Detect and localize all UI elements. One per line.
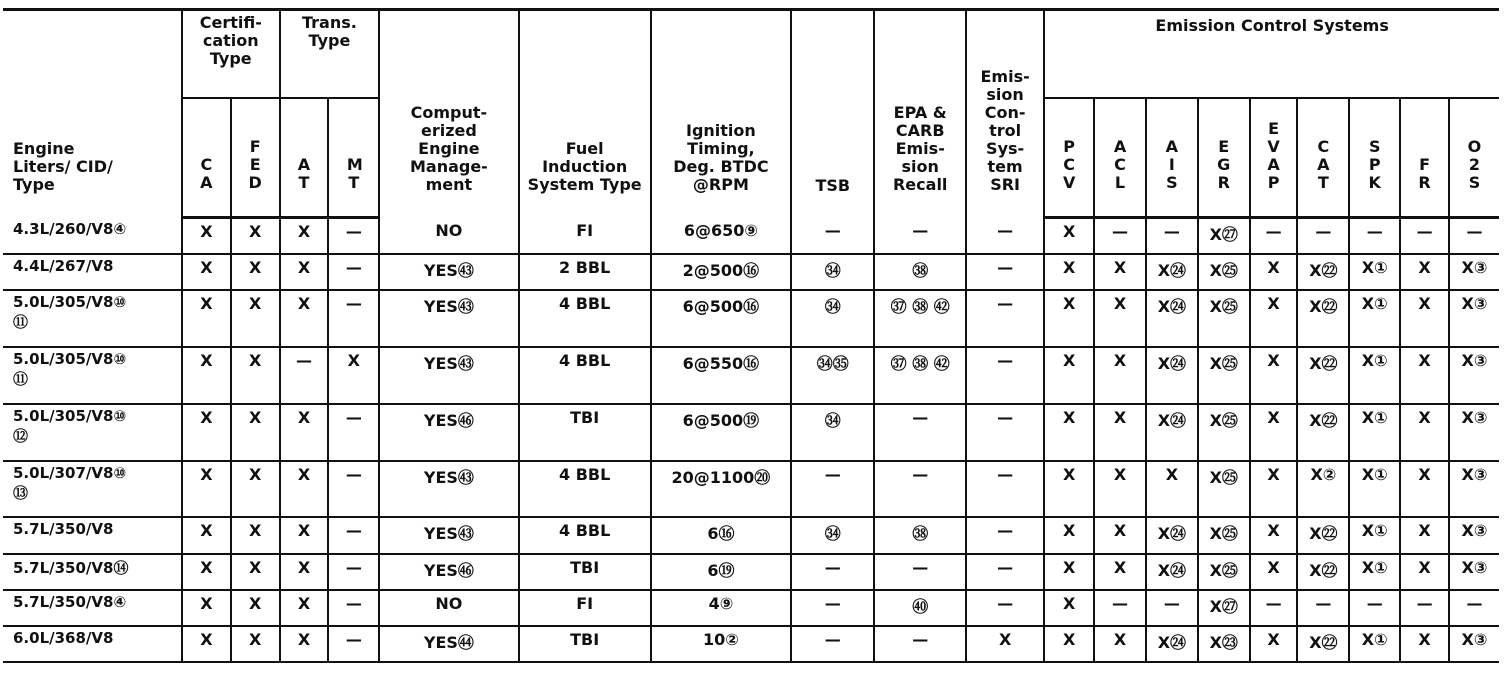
header-engine: Engine Liters/ CID/ Type — [3, 10, 182, 218]
o2s-cell: X③ — [1449, 347, 1499, 404]
spk-cell: — — [1349, 218, 1400, 255]
engine-cell — [3, 590, 182, 626]
acl-cell: X — [1094, 290, 1146, 347]
fr-cell: X — [1400, 254, 1449, 290]
fed-cell: X — [231, 404, 280, 461]
egr-cell: X㉗ — [1198, 590, 1250, 626]
fed-cell: X — [231, 347, 280, 404]
fed-cell: X — [231, 290, 280, 347]
table-row — [3, 254, 1499, 290]
epa-cell: ㊳ — [874, 517, 966, 553]
cat-cell: X㉒ — [1297, 517, 1349, 553]
table-row — [3, 626, 1499, 662]
at-cell: X — [280, 254, 329, 290]
pcv-cell: X — [1044, 404, 1094, 461]
engine-line: 5.7L/350/V8⑭ — [13, 558, 129, 577]
sri-cell: — — [966, 590, 1044, 626]
cem-cell: YES㊸ — [379, 461, 518, 518]
mt-cell: — — [328, 554, 379, 590]
fr-cell: X — [1400, 290, 1449, 347]
cat-cell: X㉒ — [1297, 404, 1349, 461]
cat-cell: X㉒ — [1297, 290, 1349, 347]
table-row — [3, 347, 1499, 404]
ais-cell: X㉔ — [1146, 404, 1198, 461]
header-o2s: O 2 S — [1449, 98, 1499, 218]
egr-cell: X㉕ — [1198, 254, 1250, 290]
spk-cell: X① — [1349, 461, 1400, 518]
engine-line: 5.0L/305/V8⑩ — [13, 293, 127, 312]
sri-cell: — — [966, 517, 1044, 553]
mt-cell: — — [328, 626, 379, 662]
sri-cell: — — [966, 254, 1044, 290]
header-tsb: TSB — [791, 10, 874, 218]
egr-cell: X㉓ — [1198, 626, 1250, 662]
header-emission-control-sri: Emis- sion Con- trol Sys- tem SRI — [966, 10, 1044, 218]
ca-cell: X — [182, 290, 231, 347]
egr-cell: X㉕ — [1198, 517, 1250, 553]
ais-cell: — — [1146, 218, 1198, 255]
pcv-cell: X — [1044, 290, 1094, 347]
epa-cell: — — [874, 554, 966, 590]
mt-cell: — — [328, 517, 379, 553]
fr-cell: X — [1400, 404, 1449, 461]
acl-cell: X — [1094, 554, 1146, 590]
spk-cell: X① — [1349, 404, 1400, 461]
acl-cell: X — [1094, 347, 1146, 404]
cat-cell: X㉒ — [1297, 254, 1349, 290]
ign-cell: 10② — [651, 626, 791, 662]
evap-cell: — — [1250, 590, 1298, 626]
tsb-cell: ㉞ — [791, 254, 874, 290]
fr-cell: X — [1400, 554, 1449, 590]
mt-cell: — — [328, 404, 379, 461]
ign-cell: 6⑲ — [651, 554, 791, 590]
o2s-cell: X③ — [1449, 254, 1499, 290]
ign-cell: 4⑨ — [651, 590, 791, 626]
ca-cell: X — [182, 590, 231, 626]
ca-cell: X — [182, 404, 231, 461]
ign-cell: 6@650⑨ — [651, 218, 791, 255]
fr-cell: — — [1400, 218, 1449, 255]
ca-cell: X — [182, 347, 231, 404]
ca-cell: X — [182, 218, 231, 255]
epa-cell: ㊵ — [874, 590, 966, 626]
ais-cell: X㉔ — [1146, 517, 1198, 553]
spk-cell: X① — [1349, 554, 1400, 590]
engine-cell — [3, 218, 182, 255]
table-row — [3, 218, 1499, 255]
engine-line: ⑫ — [13, 426, 29, 445]
evap-cell: X — [1250, 517, 1298, 553]
acl-cell: X — [1094, 461, 1146, 518]
header-evap: E V A P — [1250, 98, 1298, 218]
spk-cell: — — [1349, 590, 1400, 626]
cat-cell: X② — [1297, 461, 1349, 518]
engine-cell — [3, 626, 182, 662]
o2s-cell: X③ — [1449, 290, 1499, 347]
at-cell: X — [280, 218, 329, 255]
engine-line: 4.4L/267/V8 — [13, 257, 114, 276]
acl-cell: — — [1094, 590, 1146, 626]
engine-line: ⑪ — [13, 370, 29, 389]
engine-line: 5.7L/350/V8④ — [13, 592, 127, 611]
engine-cell — [3, 254, 182, 290]
cem-cell: YES㊸ — [379, 347, 518, 404]
cem-cell: YES㊻ — [379, 404, 518, 461]
pcv-cell: X — [1044, 590, 1094, 626]
fed-cell: X — [231, 626, 280, 662]
at-cell: X — [280, 590, 329, 626]
fed-cell: X — [231, 554, 280, 590]
engine-line: 5.0L/307/V8⑩ — [13, 463, 127, 482]
cem-cell: YES㊻ — [379, 554, 518, 590]
header-acl: A C L — [1094, 98, 1146, 218]
ais-cell: X㉔ — [1146, 554, 1198, 590]
ais-cell: X㉔ — [1146, 626, 1198, 662]
header-ais: A I S — [1146, 98, 1198, 218]
mt-cell: — — [328, 254, 379, 290]
table-row — [3, 590, 1499, 626]
engine-line: 5.0L/305/V8⑩ — [13, 350, 127, 369]
engine-cell — [3, 554, 182, 590]
ais-cell: X — [1146, 461, 1198, 518]
engine-cell — [3, 290, 182, 347]
o2s-cell: — — [1449, 218, 1499, 255]
cem-cell: YES㊹ — [379, 626, 518, 662]
sri-cell: X — [966, 626, 1044, 662]
sri-cell: — — [966, 461, 1044, 518]
fed-cell: X — [231, 590, 280, 626]
pcv-cell: X — [1044, 626, 1094, 662]
at-cell: X — [280, 626, 329, 662]
evap-cell: X — [1250, 626, 1298, 662]
epa-cell: — — [874, 404, 966, 461]
egr-cell: X㉕ — [1198, 461, 1250, 518]
egr-cell: X㉕ — [1198, 347, 1250, 404]
o2s-cell: X③ — [1449, 626, 1499, 662]
spk-cell: X① — [1349, 626, 1400, 662]
ais-cell: X㉔ — [1146, 290, 1198, 347]
engine-cell — [3, 517, 182, 553]
epa-cell: ㊲ ㊳ ㊷ — [874, 290, 966, 347]
mt-cell: — — [328, 461, 379, 518]
table-body — [3, 218, 1499, 663]
fuel-cell: 2 BBL — [519, 254, 651, 290]
cem-cell: NO — [379, 218, 518, 255]
tsb-cell: — — [791, 590, 874, 626]
tsb-cell: ㉞ — [791, 517, 874, 553]
tsb-cell: — — [791, 626, 874, 662]
engine-line: ⑪ — [13, 313, 29, 332]
epa-cell: — — [874, 626, 966, 662]
pcv-cell: X — [1044, 517, 1094, 553]
ais-cell: — — [1146, 590, 1198, 626]
pcv-cell: X — [1044, 461, 1094, 518]
sri-cell: — — [966, 347, 1044, 404]
at-cell: X — [280, 404, 329, 461]
header-ca: C A — [182, 98, 231, 218]
at-cell: X — [280, 517, 329, 553]
engine-line: 5.0L/305/V8⑩ — [13, 406, 127, 425]
fed-cell: X — [231, 461, 280, 518]
header-certification-type: Certifi- cation Type — [182, 10, 280, 98]
pcv-cell: X — [1044, 254, 1094, 290]
fuel-cell: TBI — [519, 404, 651, 461]
o2s-cell: — — [1449, 590, 1499, 626]
mt-cell: — — [328, 590, 379, 626]
at-cell: X — [280, 461, 329, 518]
spk-cell: X① — [1349, 290, 1400, 347]
ign-cell: 2@500⑯ — [651, 254, 791, 290]
evap-cell: X — [1250, 554, 1298, 590]
fr-cell: — — [1400, 590, 1449, 626]
epa-cell: — — [874, 218, 966, 255]
at-cell: X — [280, 290, 329, 347]
ign-cell: 6⑯ — [651, 517, 791, 553]
header-ignition-timing: Ignition Timing, Deg. BTDC @RPM — [651, 10, 791, 218]
header-emission-control-systems: Emission Control Systems — [1044, 10, 1499, 98]
egr-cell: X㉕ — [1198, 290, 1250, 347]
engine-cell — [3, 461, 182, 518]
header-cat: C A T — [1297, 98, 1349, 218]
evap-cell: — — [1250, 218, 1298, 255]
header-mt: M T — [328, 98, 379, 218]
mt-cell: — — [328, 290, 379, 347]
cat-cell: X㉒ — [1297, 554, 1349, 590]
sri-cell: — — [966, 290, 1044, 347]
header-trans-type: Trans. Type — [280, 10, 380, 98]
ign-cell: 6@500⑲ — [651, 404, 791, 461]
tsb-cell: ㉞ — [791, 290, 874, 347]
table-row — [3, 404, 1499, 461]
ign-cell: 6@500⑯ — [651, 290, 791, 347]
fuel-cell: 4 BBL — [519, 461, 651, 518]
evap-cell: X — [1250, 290, 1298, 347]
fuel-cell: FI — [519, 590, 651, 626]
header-at: A T — [280, 98, 329, 218]
pcv-cell: X — [1044, 554, 1094, 590]
tsb-cell: — — [791, 218, 874, 255]
cat-cell: — — [1297, 218, 1349, 255]
engine-cell — [3, 404, 182, 461]
table-row — [3, 290, 1499, 347]
ais-cell: X㉔ — [1146, 347, 1198, 404]
fed-cell: X — [231, 517, 280, 553]
egr-cell: X㉗ — [1198, 218, 1250, 255]
header-fr: F R — [1400, 98, 1449, 218]
acl-cell: X — [1094, 404, 1146, 461]
ca-cell: X — [182, 517, 231, 553]
acl-cell: — — [1094, 218, 1146, 255]
at-cell: — — [280, 347, 329, 404]
cem-cell: YES㊸ — [379, 290, 518, 347]
fr-cell: X — [1400, 626, 1449, 662]
egr-cell: X㉕ — [1198, 554, 1250, 590]
fuel-cell: 4 BBL — [519, 517, 651, 553]
engine-cell — [3, 347, 182, 404]
at-cell: X — [280, 554, 329, 590]
ca-cell: X — [182, 626, 231, 662]
acl-cell: X — [1094, 517, 1146, 553]
cem-cell: YES㊸ — [379, 254, 518, 290]
acl-cell: X — [1094, 254, 1146, 290]
tsb-cell: — — [791, 461, 874, 518]
tsb-cell: ㉞ — [791, 404, 874, 461]
mt-cell: — — [328, 218, 379, 255]
epa-cell: — — [874, 461, 966, 518]
ign-cell: 20@1100⑳ — [651, 461, 791, 518]
cem-cell: YES㊸ — [379, 517, 518, 553]
table-row — [3, 554, 1499, 590]
epa-cell: ㊲ ㊳ ㊷ — [874, 347, 966, 404]
fuel-cell: FI — [519, 218, 651, 255]
o2s-cell: X③ — [1449, 517, 1499, 553]
header-egr: E G R — [1198, 98, 1250, 218]
header-fuel-induction: Fuel Induction System Type — [519, 10, 651, 218]
o2s-cell: X③ — [1449, 554, 1499, 590]
ais-cell: X㉔ — [1146, 254, 1198, 290]
cat-cell: — — [1297, 590, 1349, 626]
engine-line: 6.0L/368/V8 — [13, 628, 114, 647]
header-fed: F E D — [231, 98, 280, 218]
pcv-cell: X — [1044, 347, 1094, 404]
cat-cell: X㉒ — [1297, 626, 1349, 662]
evap-cell: X — [1250, 404, 1298, 461]
fuel-cell: TBI — [519, 554, 651, 590]
tsb-cell: — — [791, 554, 874, 590]
spk-cell: X① — [1349, 254, 1400, 290]
engine-line: 4.3L/260/V8④ — [13, 219, 127, 238]
fuel-cell: 4 BBL — [519, 347, 651, 404]
ca-cell: X — [182, 554, 231, 590]
fr-cell: X — [1400, 461, 1449, 518]
spk-cell: X① — [1349, 517, 1400, 553]
cat-cell: X㉒ — [1297, 347, 1349, 404]
table-row — [3, 517, 1499, 553]
header-epa-carb-recall: EPA & CARB Emis- sion Recall — [874, 10, 966, 218]
evap-cell: X — [1250, 461, 1298, 518]
sri-cell: — — [966, 404, 1044, 461]
header-spk: S P K — [1349, 98, 1400, 218]
fuel-cell: TBI — [519, 626, 651, 662]
o2s-cell: X③ — [1449, 404, 1499, 461]
evap-cell: X — [1250, 254, 1298, 290]
fr-cell: X — [1400, 517, 1449, 553]
acl-cell: X — [1094, 626, 1146, 662]
fr-cell: X — [1400, 347, 1449, 404]
cem-cell: NO — [379, 590, 518, 626]
header-pcv: P C V — [1044, 98, 1094, 218]
sri-cell: — — [966, 554, 1044, 590]
evap-cell: X — [1250, 347, 1298, 404]
engine-line: 5.7L/350/V8 — [13, 520, 114, 539]
pcv-cell: X — [1044, 218, 1094, 255]
egr-cell: X㉕ — [1198, 404, 1250, 461]
mt-cell: X — [328, 347, 379, 404]
epa-cell: ㊳ — [874, 254, 966, 290]
fed-cell: X — [231, 218, 280, 255]
tsb-cell: ㉞㉟ — [791, 347, 874, 404]
sri-cell: — — [966, 218, 1044, 255]
fuel-cell: 4 BBL — [519, 290, 651, 347]
spk-cell: X① — [1349, 347, 1400, 404]
fed-cell: X — [231, 254, 280, 290]
engine-spec-table — [3, 8, 1499, 663]
engine-line: ⑬ — [13, 483, 29, 502]
ign-cell: 6@550⑯ — [651, 347, 791, 404]
ca-cell: X — [182, 461, 231, 518]
table-row — [3, 461, 1499, 518]
ca-cell: X — [182, 254, 231, 290]
header-computerized-engine-management: Comput- erized Engine Manage- ment — [379, 10, 518, 218]
o2s-cell: X③ — [1449, 461, 1499, 518]
